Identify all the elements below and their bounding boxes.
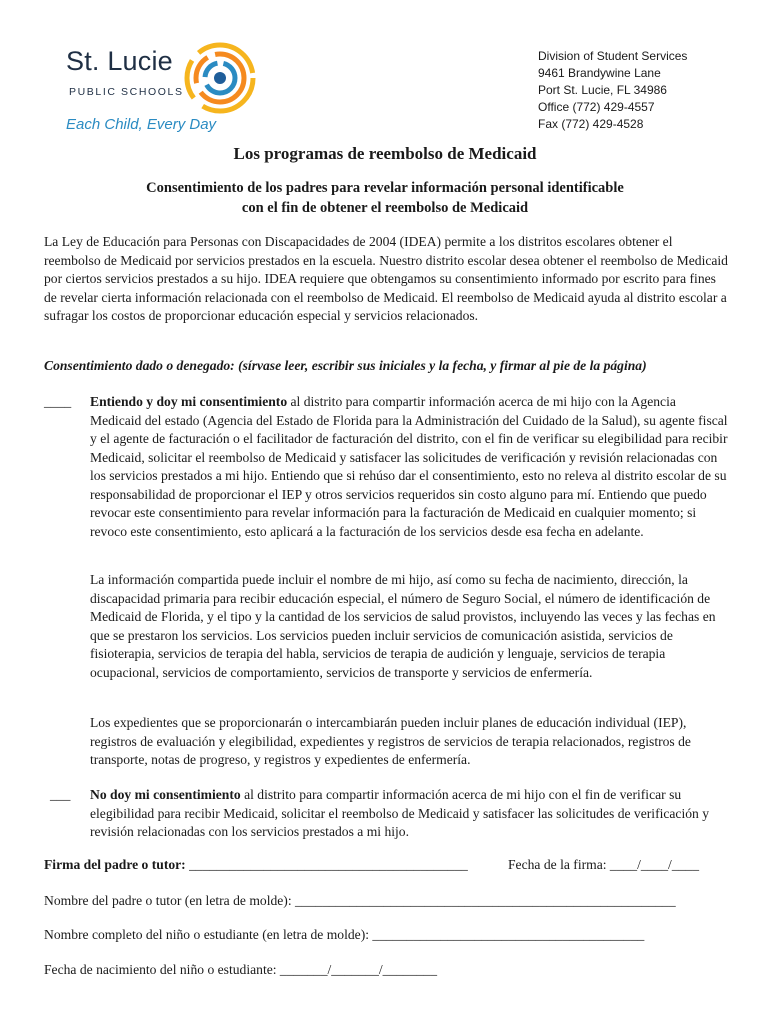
subtitle-line-1: Consentimiento de los padres para revelar información personal identificable [146,180,624,196]
address-phone: Office (772) 429-4557 [538,100,655,114]
address-department: Division of Student Services [538,49,688,63]
address-fax: Fax (772) 429-4528 [538,117,644,131]
sun-swirl-icon [184,42,256,114]
signature-date-field[interactable]: Fecha de la firma: ____/____/____ [508,857,700,872]
document-title: Los programas de reembolso de Medicaid [233,144,537,163]
deny-option-bold: No doy mi consentimiento [90,787,241,802]
initials-blank-deny[interactable]: ___ [50,787,71,802]
address-city: Port St. Lucie, FL 34986 [538,83,667,97]
document-subtitle [60,178,710,218]
deny-option-body: al distrito para compartir información acerca de mi hijo con el fin de verificar su elegibilidad para recibir Medicaid, solicitar el reembolso de Medicaid y satisfacer las solicitudes de verificación y revisión relacionadas con los servicios prestados a mi hijo. [90,787,710,839]
logo-subtitle: PUBLIC SCHOOLS [69,86,184,98]
intro-paragraph: La Ley de Educación para Personas con Discapacidades de 2004 (IDEA) permite a los distritos escolares obtener el reembolso de Medicaid por servicios prestados en la escuela. Nuestro distrito escolar desea obtener el reembolso de Medicaid por ciertos servicios prestados a su hijo. IDEA requiere que obtengamos su consentimiento informado por escrito para fines de revelar cierta información relacionada con el reembolso de Medicaid. El reembolso de Medicaid ayuda al distrito escolar a sufragar los costos de proporcionar educación especial y servicios relacionados. [44,234,728,323]
shared-info-paragraph: La información compartida puede incluir el nombre de mi hijo, así como su fecha de nacimiento, dirección, la discapacidad primaria para recibir educación especial, el número de Seguro Social, el número de identificación de Medicaid de Florida, y el tipo y la cantidad de los servicios de salud provistos, incluyendo las veces y las fechas en que se prestaron los servicios. Los servicios pueden incluir servicios de comunicación asistida, servicios de fisioterapia, servicios de terapia del habla, servicios de terapia de audición y lenguaje, servicios de terapia ocupacional, servicios de comportamiento, servicios de transporte y servicios de enfermería. [90,572,716,680]
child-name-field[interactable]: Nombre completo del niño o estudiante (en letra de molde): ________________________________________ [44,927,645,942]
address-street: 9461 Brandywine Lane [538,66,661,80]
parent-signature-label: Firma del padre o tutor: [44,857,186,872]
consent-option-bold: Entiendo y doy mi consentimiento [90,394,288,409]
consent-option-text [90,393,728,541]
address-block [538,48,687,133]
initials-blank-consent[interactable]: ____ [44,394,72,409]
logo-name: St. Lucie [66,46,173,76]
parent-name-field[interactable]: Nombre del padre o tutor (en letra de molde): ________________________________________________________ [44,893,676,908]
signature-row [44,857,734,873]
deny-option-text [90,786,728,842]
consent-option-body: al distrito para compartir información acerca de mi hijo con la Agencia Medicaid del estado (Agencia del Estado de Florida para la Administración del Cuidado de la Salud), su agente fiscal y el agente de facturación o el facilitador de facturación del distrito, con el fin de verificar su elegibilidad para recibir Medicaid, solicitar el reembolso de Medicaid y satisfacer las solicitudes de verificación y revisión relacionadas con los servicios prestados a mi hijo. Entiendo que si rehúso dar el consentimiento, esto no releva al distrito escolar de su responsabilidad de proporcionar el IEP y otros servicios requeridos sin costo alguno para mí. Entiendo que puedo revocar este consentimiento para revelar información para la facturación de Medicaid en cualquier momento; si revoco este consentimiento, esto aplicará a la facturación de los servicios desde esa fecha en adelante. [90,394,728,539]
records-paragraph: Los expedientes que se proporcionarán o intercambiarán pueden incluir planes de educación individual (IEP), registros de evaluación y elegibilidad, expedientes y registros de servicios de terapia relacionados, registros de transporte, notas de progreso, y registros y expedientes de enfermería. [90,715,691,767]
consent-instructions: Consentimiento dado o denegado: (sírvase leer, escribir sus iniciales y la fecha, y firmar al pie de la página) [44,358,647,373]
child-dob-field[interactable]: Fecha de nacimiento del niño o estudiante: _______/_______/________ [44,962,438,977]
district-logo [64,44,254,136]
parent-signature-line[interactable]: _________________________________________ [185,857,468,872]
subtitle-line-2: con el fin de obtener el reembolso de Medicaid [241,200,529,216]
logo-tagline: Each Child, Every Day [66,116,217,133]
